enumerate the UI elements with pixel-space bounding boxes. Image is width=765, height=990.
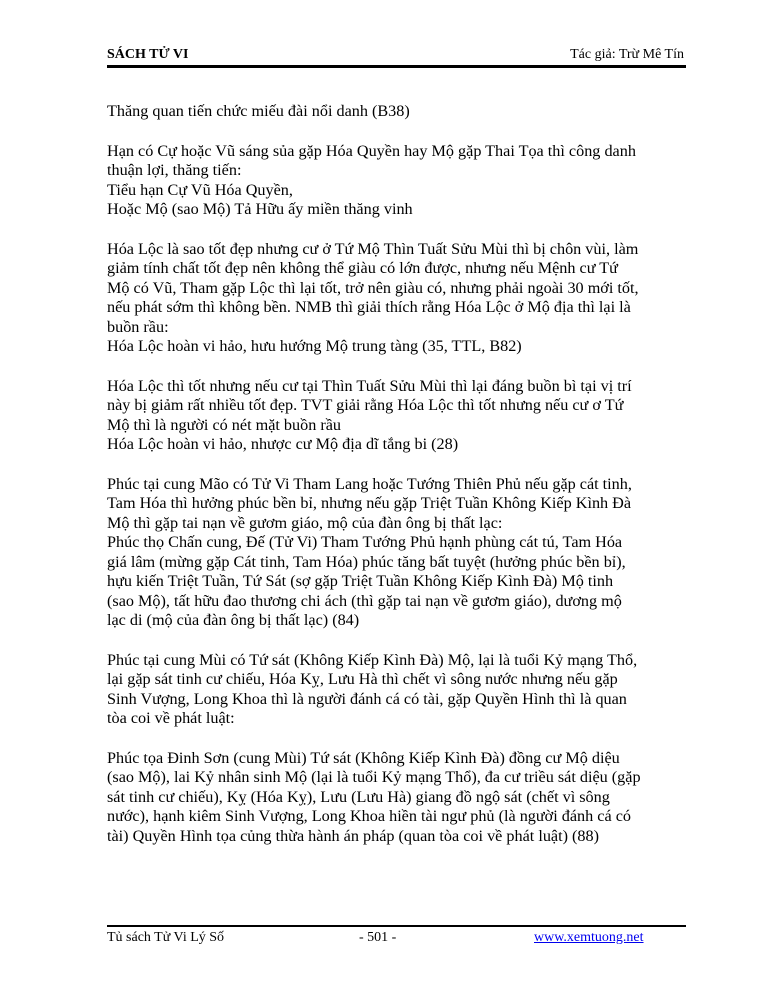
text-line: nước), hạnh kiêm Sinh Vượng, Long Khoa hiền tài ngư phủ (là người đánh cá có [107, 807, 631, 825]
website-link[interactable]: www.xemtuong.net [534, 930, 644, 945]
paragraph [107, 240, 687, 357]
text-line: (sao Mộ), tất hữu đao thương chi ách (thì gặp tai nạn về gươm giáo), dương mộ [107, 591, 622, 610]
text-line: Hóa Lộc thì tốt nhưng nếu cư tại Thìn Tuất Sửu Mùi thì lại đáng buồn bì tại vị trí [107, 376, 632, 395]
author-name: Tác giả: Trừ Mê Tín [570, 47, 684, 62]
paragraph [107, 142, 687, 220]
footer-divider [107, 925, 686, 927]
text-line: Mộ thì là người có nét mặt buồn rầu [107, 415, 342, 434]
text-line: Phúc tại cung Mùi có Tứ sát (Không Kiếp Kình Đà) Mộ, lại là tuổi Kỷ mạng Thổ, [107, 650, 638, 669]
series-name: Tủ sách Tử Vi Lý Số [107, 930, 225, 945]
text-line: Hóa Lộc hoàn vi hảo, hưu hướng Mộ trung tàng (35, TTL, B82) [107, 337, 522, 355]
text-line: Tam Hóa thì hưởng phúc bền bỉ, nhưng nếu gặp Triệt Tuần Không Kiếp Kình Đà [107, 494, 632, 512]
page-number: - 501 - [359, 930, 397, 945]
text-line: Hóa Lộc là sao tốt đẹp nhưng cư ở Tứ Mộ Thìn Tuất Sửu Mùi thì bị chôn vùi, làm [107, 239, 639, 258]
text-line: Phúc tại cung Mão có Tử Vi Tham Lang hoặc Tướng Thiên Phủ nếu gặp cát tinh, [107, 474, 632, 493]
paragraph [107, 749, 687, 847]
book-title: SÁCH TỬ VI [107, 47, 189, 62]
text-line: tài) Quyền Hình tọa củng thừa hành án pháp (quan tòa coi về phát luật) (88) [107, 826, 599, 845]
page-header [107, 46, 686, 66]
paragraph [107, 377, 687, 455]
text-line: hựu kiến Triệt Tuần, Tứ Sát (sợ gặp Triệt Tuần Không Kiếp Kình Đà) Mộ tinh [107, 572, 614, 590]
paragraph [107, 651, 687, 729]
text-line: này bị giảm rất nhiều tốt đẹp. TVT giải rằng Hóa Lộc thì tốt nhưng nếu cư ơ Tứ [107, 396, 624, 414]
paragraph [107, 102, 687, 122]
text-line: (sao Mộ), lai Kỷ nhân sinh Mộ (lại là tuổi Kỷ mạng Thổ), đa cư triều sát diệu (gặp [107, 768, 641, 786]
paragraph [107, 475, 687, 631]
text-line: Phúc tọa Đinh Sơn (cung Mùi) Tứ sát (Không Kiếp Kình Đà) đồng cư Mộ diệu [107, 748, 620, 767]
text-line: Hoặc Mộ (sao Mộ) Tả Hữu ấy miền thăng vinh [107, 200, 413, 218]
text-line: Phúc thọ Chấn cung, Đế (Tử Vi) Tham Tướng Phủ hạnh phùng cát tú, Tam Hóa [107, 533, 623, 551]
text-line: nếu phát sớm thì không bền. NMB thì giải thích rằng Hóa Lộc ở Mộ địa thì lại là [107, 298, 631, 316]
text-line: Sinh Vượng, Long Khoa thì là người đánh cá có tài, gặp Quyền Hình thì là quan [107, 689, 627, 708]
header-divider [107, 65, 686, 68]
text-line: Mộ có Vũ, Tham gặp Lộc thì lại tốt, trở nên giàu có, nhưng phải ngoài 30 mới tốt, [107, 278, 639, 297]
text-line: giảm tính chất tốt đẹp nên không thể giàu có lớn được, nhưng nếu Mệnh cư Tứ [107, 259, 618, 277]
text-line: buồn rầu: [107, 317, 169, 336]
text-line: thuận lợi, thăng tiến: [107, 161, 242, 179]
text-line: Hóa Lộc hoàn vi hảo, nhược cư Mộ địa dĩ tắng bi (28) [107, 435, 459, 453]
text-line: tòa coi về phát luật: [107, 709, 235, 727]
text-line: Thăng quan tiến chức miếu đài nổi danh (B38) [107, 102, 410, 120]
text-line: sát tinh cư chiếu), Kỵ (Hóa Kỵ), Lưu (Lưu Hà) giang đồ ngộ sát (chết vì sông [107, 787, 610, 806]
text-line: lạc di (mộ của đàn ông bị thất lạc) (84) [107, 611, 360, 629]
text-line: giá lâm (mừng gặp Cát tinh, Tam Hóa) phúc tăng bất tuyệt (hưởng phúc bền bỉ), [107, 552, 626, 571]
document-body [107, 102, 687, 866]
text-line: Mộ thì gặp tai nạn về gươm giáo, mộ của đàn ông bị thất lạc: [107, 513, 503, 532]
page-footer [107, 929, 686, 949]
text-line: Tiểu hạn Cự Vũ Hóa Quyền, [107, 180, 293, 199]
text-line: lại gặp sát tinh cư chiếu, Hóa Kỵ, Lưu Hà thì chết vì sông nước nhưng nếu gặp [107, 670, 618, 688]
text-line: Hạn có Cự hoặc Vũ sáng sủa gặp Hóa Quyền hay Mộ gặp Thai Tọa thì công danh [107, 141, 636, 160]
